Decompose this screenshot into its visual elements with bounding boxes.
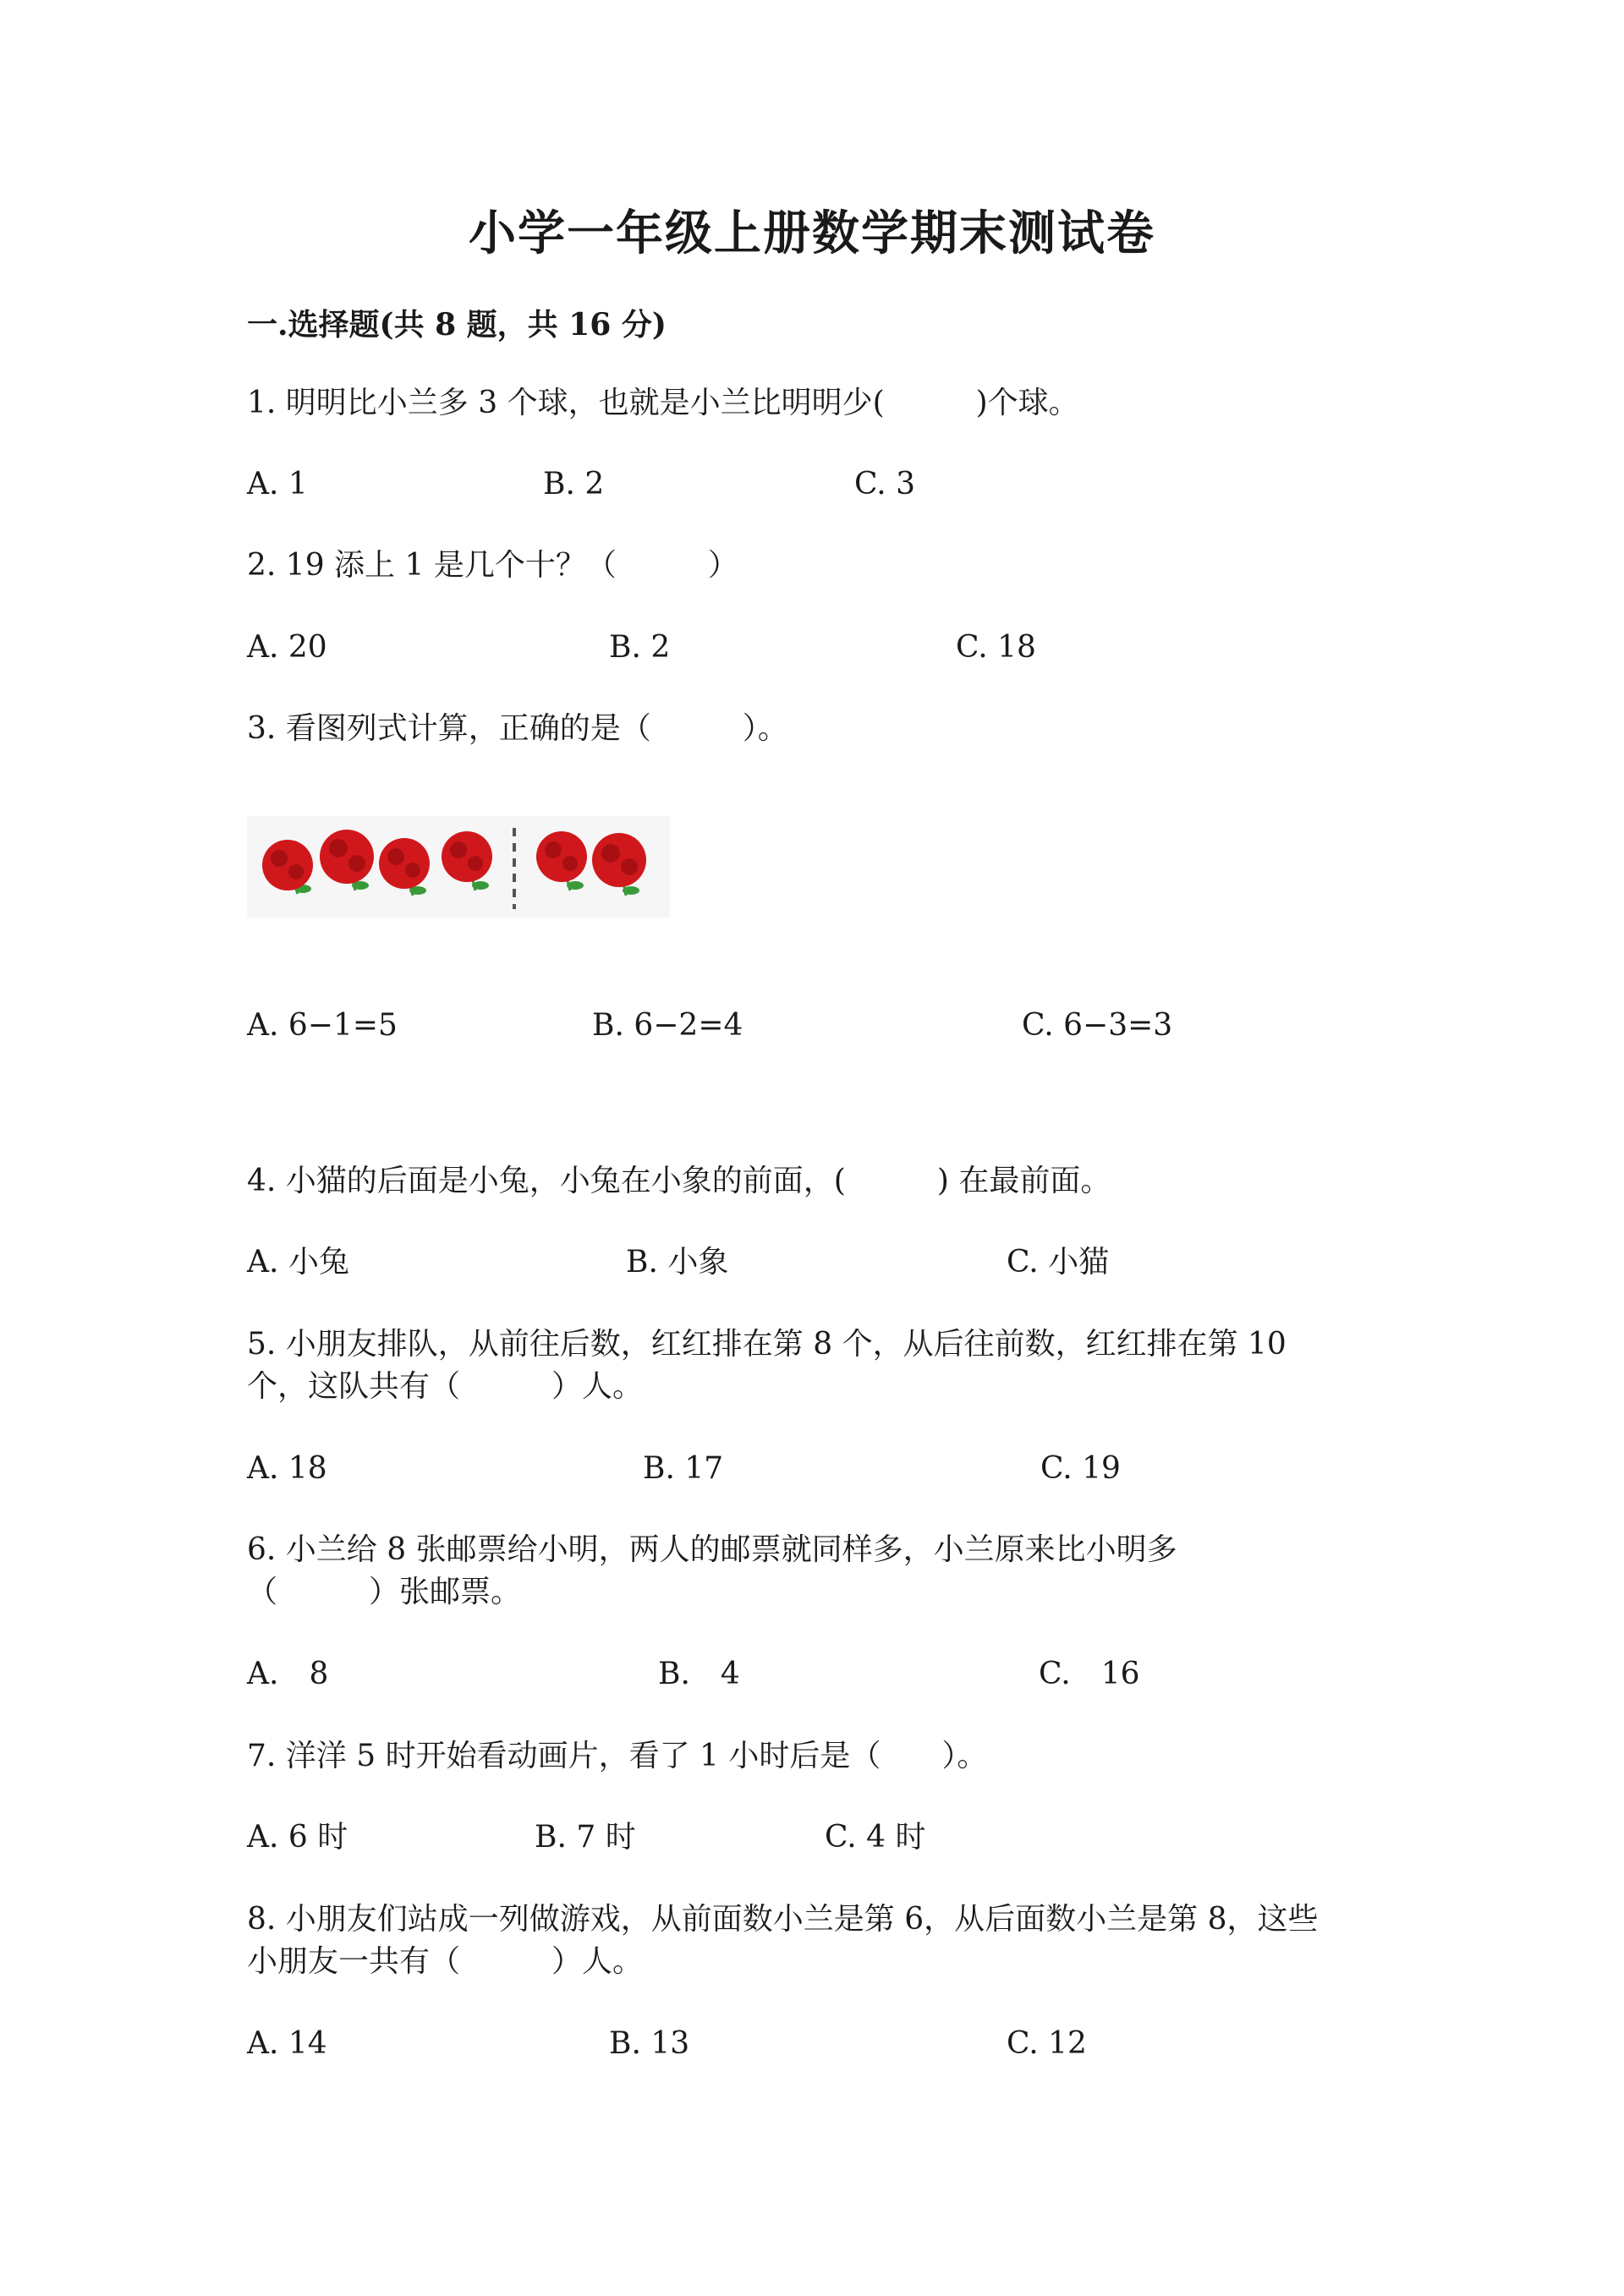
question-6-option-a[interactable]: A. 8	[247, 1657, 329, 1691]
question-7-option-a[interactable]: A. 6 时	[247, 1820, 348, 1855]
question-4-option-b[interactable]: B. 小象	[626, 1245, 729, 1280]
question-3-option-a[interactable]: A. 6−1=5	[247, 1008, 398, 1043]
question-6-text-line-2: （ ）张邮票。	[247, 1575, 522, 1609]
question-8-text-line-2: 小朋友一共有（ ）人。	[247, 1944, 644, 1979]
question-4-option-c[interactable]: C. 小猫	[1007, 1245, 1110, 1280]
question-5-option-b[interactable]: B. 17	[643, 1451, 724, 1486]
question-3-text: 3. 看图列式计算，正确的是（ ）。	[247, 711, 788, 746]
question-3-option-c[interactable]: C. 6−3=3	[1022, 1008, 1173, 1043]
page-title: 小学一年级上册数学期末测试卷	[469, 205, 1155, 261]
question-6-text-line-1: 6. 小兰给 8 张邮票给小明，两人的邮票就同样多，小兰原来比小明多	[247, 1532, 1177, 1567]
question-6-option-c[interactable]: C. 16	[1039, 1657, 1140, 1691]
question-1-option-c[interactable]: C. 3	[854, 467, 916, 501]
question-2-text: 2. 19 添上 1 是几个十？（ ）	[247, 548, 738, 583]
question-4-text: 4. 小猫的后面是小兔，小兔在小象的前面，( ) 在最前面。	[247, 1164, 1111, 1198]
section-heading: 一.选择题(共 8 题，共 16 分)	[247, 307, 667, 342]
question-5-option-c[interactable]: C. 19	[1040, 1451, 1121, 1486]
question-1-option-a[interactable]: A. 1	[247, 467, 308, 501]
question-8-text-line-1: 8. 小朋友们站成一列做游戏，从前面数小兰是第 6，从后面数小兰是第 8，这些	[247, 1902, 1319, 1937]
question-2-option-c[interactable]: C. 18	[956, 630, 1036, 665]
question-8-option-c[interactable]: C. 12	[1007, 2026, 1087, 2061]
question-7-text: 7. 洋洋 5 时开始看动画片，看了 1 小时后是（ ）。	[247, 1739, 988, 1773]
question-4-option-a[interactable]: A. 小兔	[247, 1245, 349, 1280]
question-5-text-line-2: 个，这队共有（ ）人。	[247, 1369, 644, 1404]
question-6-option-b[interactable]: B. 4	[658, 1657, 740, 1691]
question-8-option-b[interactable]: B. 13	[609, 2026, 690, 2061]
question-3-option-b[interactable]: B. 6−2=4	[592, 1008, 743, 1043]
question-8-option-a[interactable]: A. 14	[247, 2026, 327, 2061]
question-2-option-a[interactable]: A. 20	[247, 630, 327, 665]
question-5-text-line-1: 5. 小朋友排队，从前往后数，红红排在第 8 个，从后往前数，红红排在第 10	[247, 1327, 1287, 1362]
question-7-option-c[interactable]: C. 4 时	[825, 1820, 926, 1855]
question-5-option-a[interactable]: A. 18	[247, 1451, 327, 1486]
question-7-option-b[interactable]: B. 7 时	[535, 1820, 636, 1855]
flowers-picture	[247, 816, 670, 918]
question-2-option-b[interactable]: B. 2	[609, 630, 671, 665]
question-1-text: 1. 明明比小兰多 3 个球，也就是小兰比明明少( )个球。	[247, 386, 1079, 420]
question-1-option-b[interactable]: B. 2	[543, 467, 605, 501]
